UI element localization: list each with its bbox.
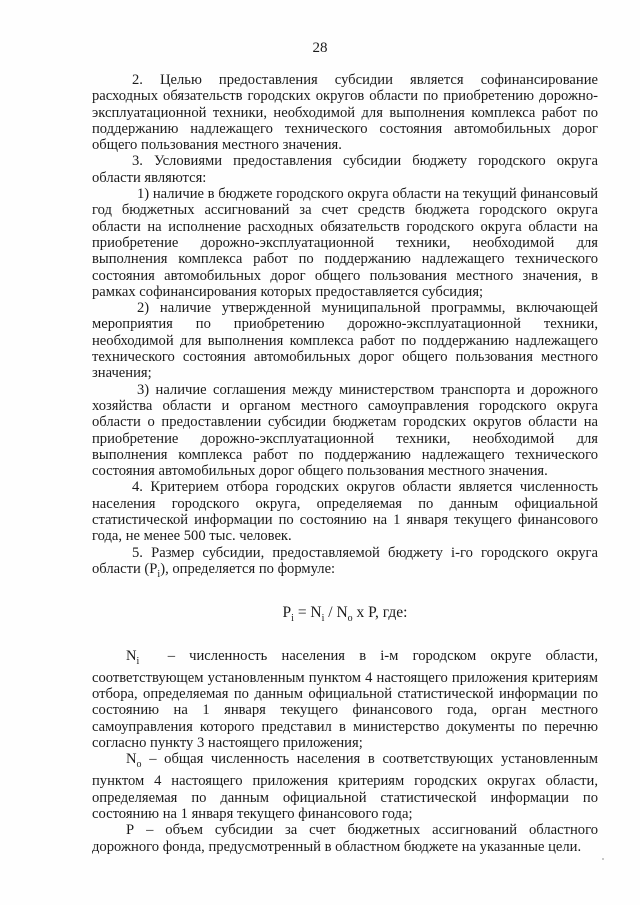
definition-ni: $N_i$ – численность населения в i-м городском округе области, соответствующем установленным пунктом 4 настоящего приложения критериям отбора, определяемая по данным официальной статистической информации по состоянию на 1 января текущего финансового года, орган местного самоуправления которого представил в министерство документы по перечню согласно пункту 3 настоящего приложения; [92,647,599,751]
paragraph-criteria: 4. Критерием отбора городских округов области является численность населения городского округа, определяемая по данным официальной статистической информации по состоянию на 1 января текущего финансового года, не менее 500 тыс. человек. [92,479,598,545]
paragraph-size: 5. Размер субсидии, предоставляемой бюджету i-го городского округа области $(P_i)$, определяется по формуле: [92,544,598,580]
definition-p: Р – объем субсидии за счет бюджетных ассигнований областного дорожного фонда, предусмотренный в областном бюджете на указанные цели. [92,822,598,855]
formula-definitions [92,648,598,855]
definition-no: $N_о$ – общая численность населения в соответствующих установленным пунктом 4 настоящего приложения критериям городских округах области, определяемая по данным официальной статистической информации по состоянию на 1 января текущего финансового года; [92,751,598,822]
paragraph-conditions: 3. Условиями предоставления субсидии бюджету городского округа области являются: [92,153,598,186]
scan-speck [602,858,604,860]
document-body [92,72,598,855]
paragraph-goal: 2. Целью предоставления субсидии является софинансирование расходных обязательств городских округов области по приобретению дорожно-эксплуатационной техники, необходимой для выполнения комплекса работ по поддержанию надлежащего технического состояния автомобильных дорог общего пользования местного значения. [92,72,598,154]
subsidy-formula: $P_i = N_i / N_о$ x P, где: [282,604,408,625]
condition-2: 2) наличие утвержденной муниципальной программы, включающей мероприятия по приобретению дорожно-эксплуатационной техники, необходимой для выполнения комплекса работ по поддержанию надлежащего технического состояния автомобильных дорог общего пользования местного значения; [92,300,598,382]
page-number: 28 [312,40,328,56]
condition-3: 3) наличие соглашения между министерством транспорта и дорожного хозяйства области и органом местного самоуправления городского округа области о предоставлении субсидии бюджетам городских округов области на приобретение дорожно-эксплуатационной техники, необходимой для выполнения комплекса работ по поддержанию надлежащего технического состояния автомобильных дорог общего пользования местного значения. [92,381,598,480]
condition-1: 1) наличие в бюджете городского округа области на текущий финансовый год бюджетных ассигнований за счет средств бюджета городского округа области на исполнение расходных обязательств городского округа области на приобретение дорожно-эксплуатационной техники, необходимой для выполнения комплекса работ по поддержанию надлежащего технического состояния автомобильных дорог общего пользования местного значения, в рамках софинансирования которых предоставляется субсидия; [92,186,598,300]
